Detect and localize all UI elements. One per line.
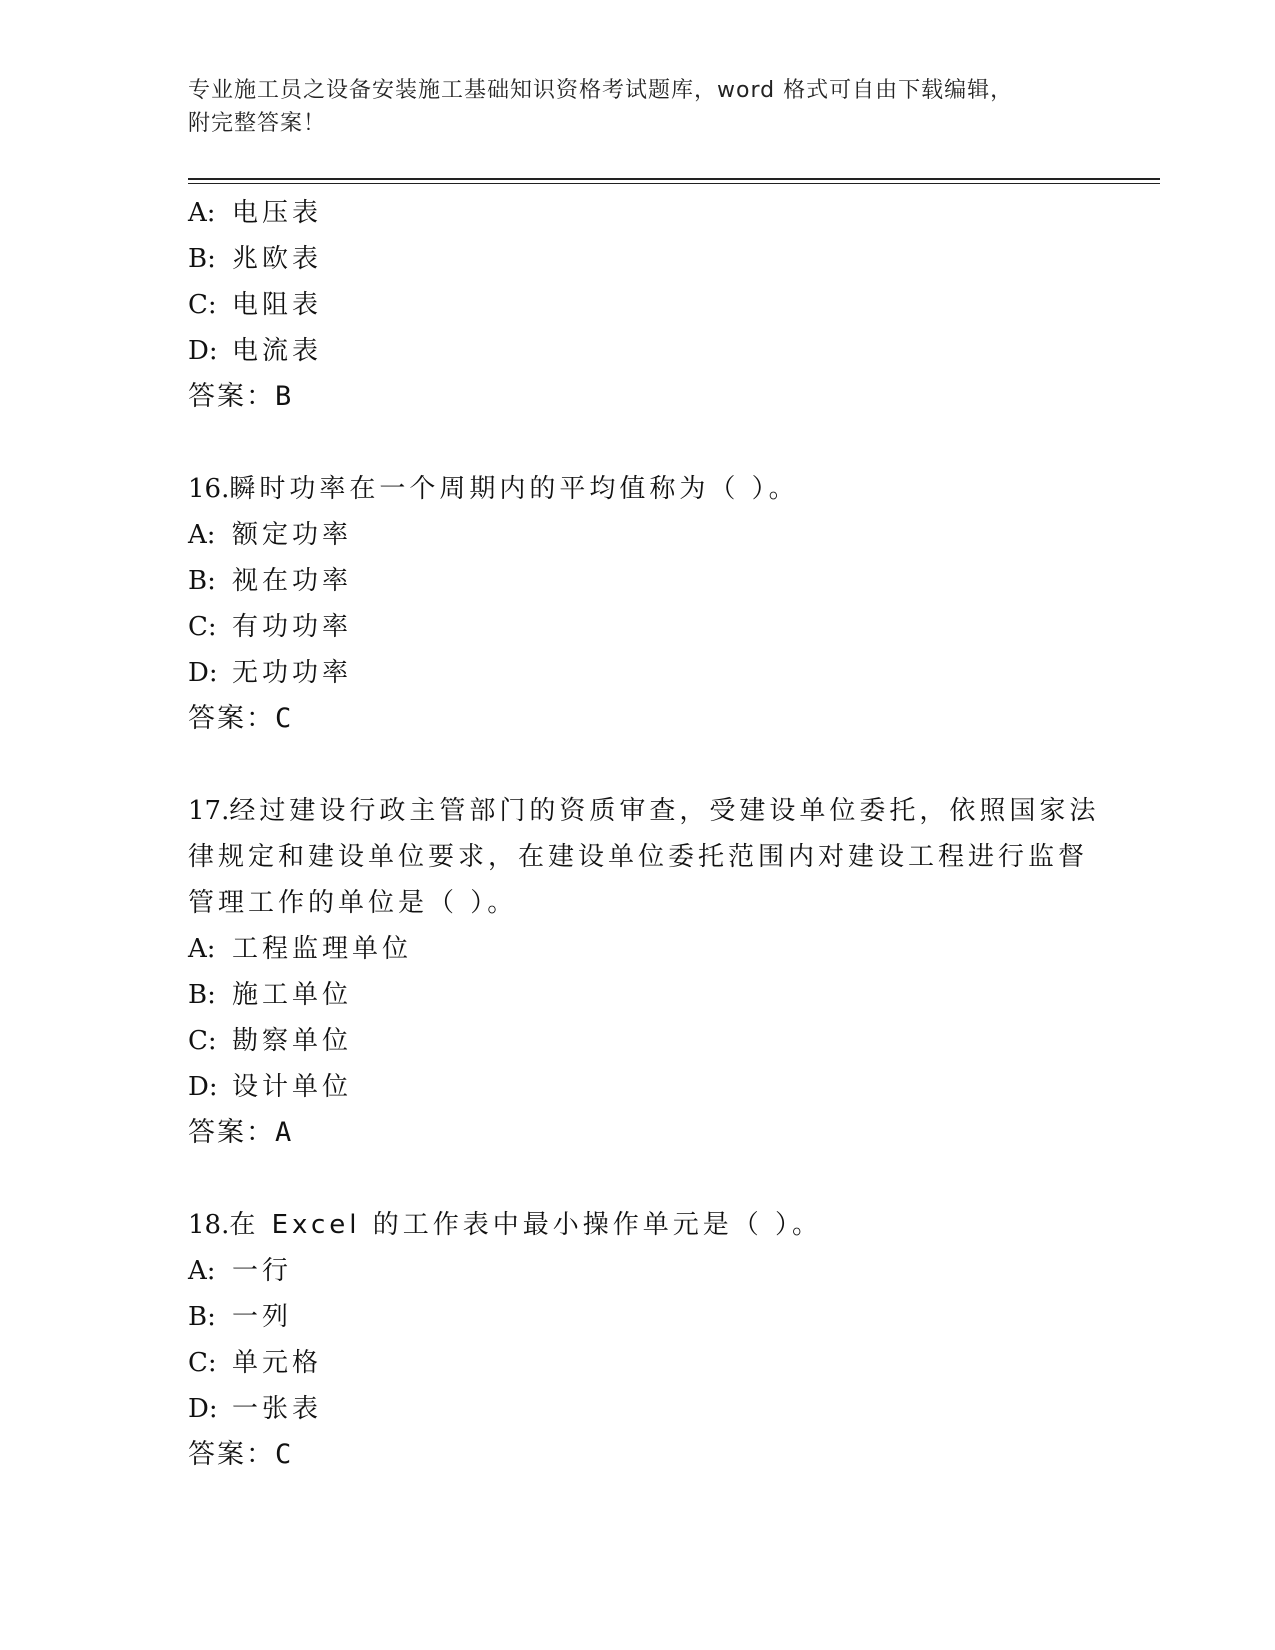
spacer [188,420,1088,466]
option-letter: C: [188,612,217,642]
answer-value: C [275,703,292,734]
option-letter: B: [188,980,216,1010]
question-number: 17. [188,796,230,826]
option-a [188,926,1088,972]
option-text: 视在功率 [232,566,353,596]
question-stem [188,466,1068,512]
question-15 [188,190,1088,420]
option-d [188,328,1088,374]
header-title-line-1: 专业施工员之设备安装施工基础知识资格考试题库，word 格式可自由下载编辑， [188,78,1014,103]
answer-line [188,696,1088,742]
option-text: 施工单位 [232,980,353,1010]
option-text: 工程监理单位 [232,934,413,964]
option-letter: A: [188,520,216,550]
option-b [188,1294,1088,1340]
question-list [188,190,1100,1478]
option-c [188,1018,1088,1064]
option-d [188,650,1088,696]
option-text: 一行 [232,1256,293,1286]
answer-value: A [275,1117,292,1148]
option-text: 勘察单位 [232,1026,353,1056]
option-d [188,1386,1088,1432]
option-letter: B: [188,244,216,274]
option-b [188,558,1088,604]
question-text: 在 Excel 的工作表中最小操作单元是（ ）。 [229,1210,823,1240]
question-stem [188,788,1100,926]
header-divider-thick [188,178,1160,180]
answer-label: 答案： [188,1117,275,1148]
option-letter: B: [188,1302,216,1332]
option-a [188,190,1088,236]
header-title-line-2: 附完整答案！ [188,111,327,136]
option-letter: C: [188,290,217,320]
question-stem-line-3: 管理工作的单位是（ ）。 [188,888,518,918]
answer-line [188,1432,1088,1478]
question-16 [188,466,1088,742]
option-letter: A: [188,1256,216,1286]
option-d [188,1064,1088,1110]
option-text: 一列 [232,1302,293,1332]
option-text: 设计单位 [232,1072,353,1102]
question-stem [188,1202,1068,1248]
question-stem-line-2: 律规定和建设单位要求，在建设单位委托范围内对建设工程进行监督 [188,842,1089,872]
option-letter: D: [188,1394,218,1424]
question-stem-line-1 [188,788,1100,834]
option-letter: B: [188,566,216,596]
answer-label: 答案： [188,703,275,734]
option-c [188,282,1088,328]
question-text: 瞬时功率在一个周期内的平均值称为（ ）。 [229,474,799,504]
option-letter: C: [188,1026,217,1056]
option-text: 有功功率 [232,612,353,642]
answer-label: 答案： [188,381,275,412]
option-letter: D: [188,1072,218,1102]
option-letter: D: [188,658,218,688]
option-letter: D: [188,336,218,366]
option-letter: C: [188,1348,217,1378]
option-letter: A: [188,934,216,964]
option-text: 电阻表 [232,290,323,320]
option-text: 电压表 [232,198,323,228]
answer-line [188,374,1088,420]
question-18 [188,1202,1088,1478]
option-text: 电流表 [232,336,323,366]
question-number: 18. [188,1210,230,1240]
question-number: 16. [188,474,230,504]
answer-value: C [275,1439,292,1470]
header-divider-thin [188,183,1160,184]
option-text: 一张表 [232,1394,323,1424]
answer-label: 答案： [188,1439,275,1470]
document-header [188,74,1088,140]
spacer [188,742,1088,788]
answer-value: B [275,381,292,412]
option-a [188,1248,1088,1294]
option-letter: A: [188,198,216,228]
option-b [188,236,1088,282]
option-b [188,972,1088,1018]
option-text: 额定功率 [232,520,353,550]
option-text: 兆欧表 [232,244,323,274]
option-c [188,604,1088,650]
spacer [188,1156,1088,1202]
question-text: 经过建设行政主管部门的资质审查，受建设单位委托，依照国家法 [229,796,1100,826]
option-text: 无功功率 [232,658,353,688]
option-a [188,512,1088,558]
option-text: 单元格 [232,1348,323,1378]
question-17 [188,788,1100,1156]
answer-line [188,1110,1088,1156]
option-c [188,1340,1088,1386]
